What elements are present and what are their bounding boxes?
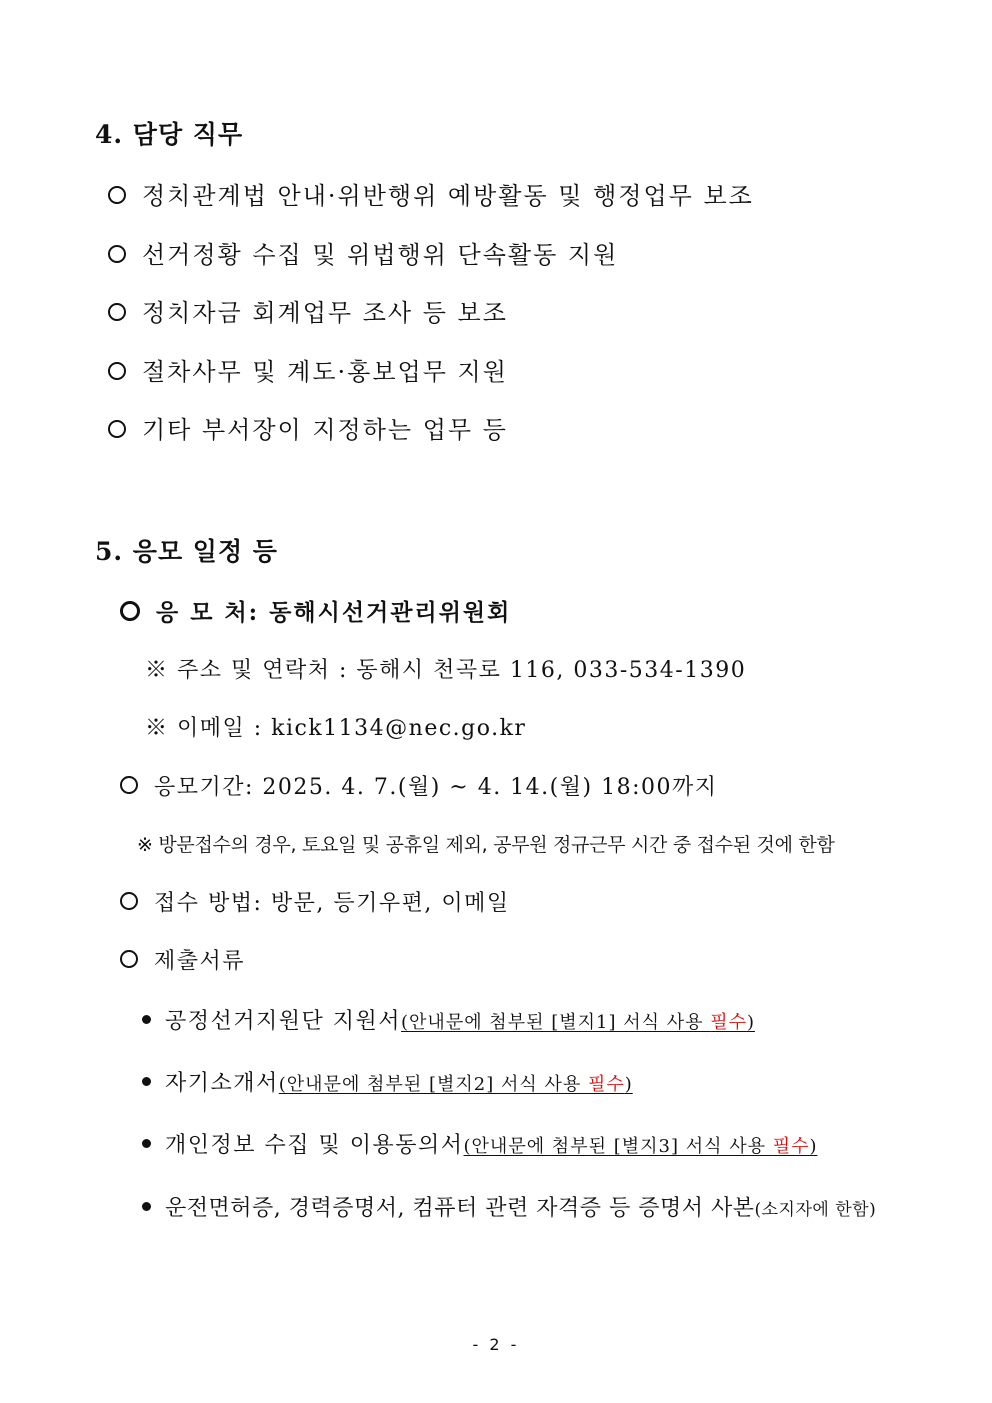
circle-bullet-icon [108,420,126,438]
section-4-title: 4. 담당 직무 [95,120,244,149]
document-item [142,1128,818,1159]
period-note: ※ 방문접수의 경우, 토요일 및 공휴일 제외, 공무원 정규근무 시간 중 접수된 것에 한함 [137,834,835,856]
document-item [142,1191,876,1222]
document-item [142,1066,633,1097]
required-label: 필수 [710,1012,747,1033]
required-label: 필수 [772,1136,810,1157]
document-name: 자기소개서 [165,1071,279,1096]
circle-bullet-icon [108,186,126,204]
duty-text: 절차사무 및 계도·홍보업무 지원 [142,358,508,386]
circle-bullet-icon [120,776,138,794]
submit-to [120,594,511,627]
document-requirement: (안내문에 첨부된 [별지1] 서식 사용 필수) [401,1012,755,1033]
duty-text: 정치관계법 안내·위반행위 예방활동 및 행정업무 보조 [142,182,754,210]
dot-bullet-icon [142,1015,151,1024]
email-note: ※ 이메일 : kick1134@nec.go.kr [145,716,527,741]
method-text: 접수 방법: 방문, 등기우편, 이메일 [154,891,510,916]
duty-text: 정치자금 회계업무 조사 등 보조 [142,299,508,327]
document-name: 공정선거지원단 지원서 [165,1009,402,1034]
required-label: 필수 [587,1074,625,1095]
submit-to-text: 응 모 처: 동해시선거관리위원회 [156,599,512,626]
duty-item [108,235,618,270]
dot-bullet-icon [142,1202,151,1211]
circle-bullet-icon [108,362,126,380]
circle-bullet-icon [120,892,138,910]
circle-bullet-icon [120,950,138,968]
dot-bullet-icon [142,1077,151,1086]
dot-bullet-icon [142,1139,151,1148]
duty-item [108,176,754,211]
document-item [142,1004,755,1035]
duty-item [108,293,508,328]
document-requirement: (안내문에 첨부된 [별지3] 서식 사용 필수) [463,1136,818,1157]
documents-title [120,944,245,975]
submission-method [120,886,510,917]
address-note: ※ 주소 및 연락처 : 동해시 천곡로 116, 033-534-1390 [145,658,747,683]
circle-bullet-icon [108,303,126,321]
duty-text: 기타 부서장이 지정하는 업무 등 [142,416,508,444]
application-period [120,770,718,801]
document-name: 개인정보 수집 및 이용동의서 [165,1133,464,1158]
document-note: (소지자에 한함) [754,1200,877,1220]
duty-item [108,410,508,445]
document-requirement: (안내문에 첨부된 [별지2] 서식 사용 필수) [278,1074,633,1095]
period-text: 응모기간: 2025. 4. 7.(월) ~ 4. 14.(월) 18:00까지 [154,775,718,800]
section-5-title: 5. 응모 일정 등 [95,537,278,566]
document-name: 운전면허증, 경력증명서, 컴퓨터 관련 자격증 등 증명서 사본 [165,1196,755,1221]
circle-bullet-icon [120,601,140,621]
circle-bullet-icon [108,245,126,263]
duty-item [108,352,508,387]
duty-text: 선거정황 수집 및 위법행위 단속활동 지원 [142,241,619,269]
page-number: - 2 - [472,1335,520,1354]
documents-title-text: 제출서류 [154,949,246,974]
